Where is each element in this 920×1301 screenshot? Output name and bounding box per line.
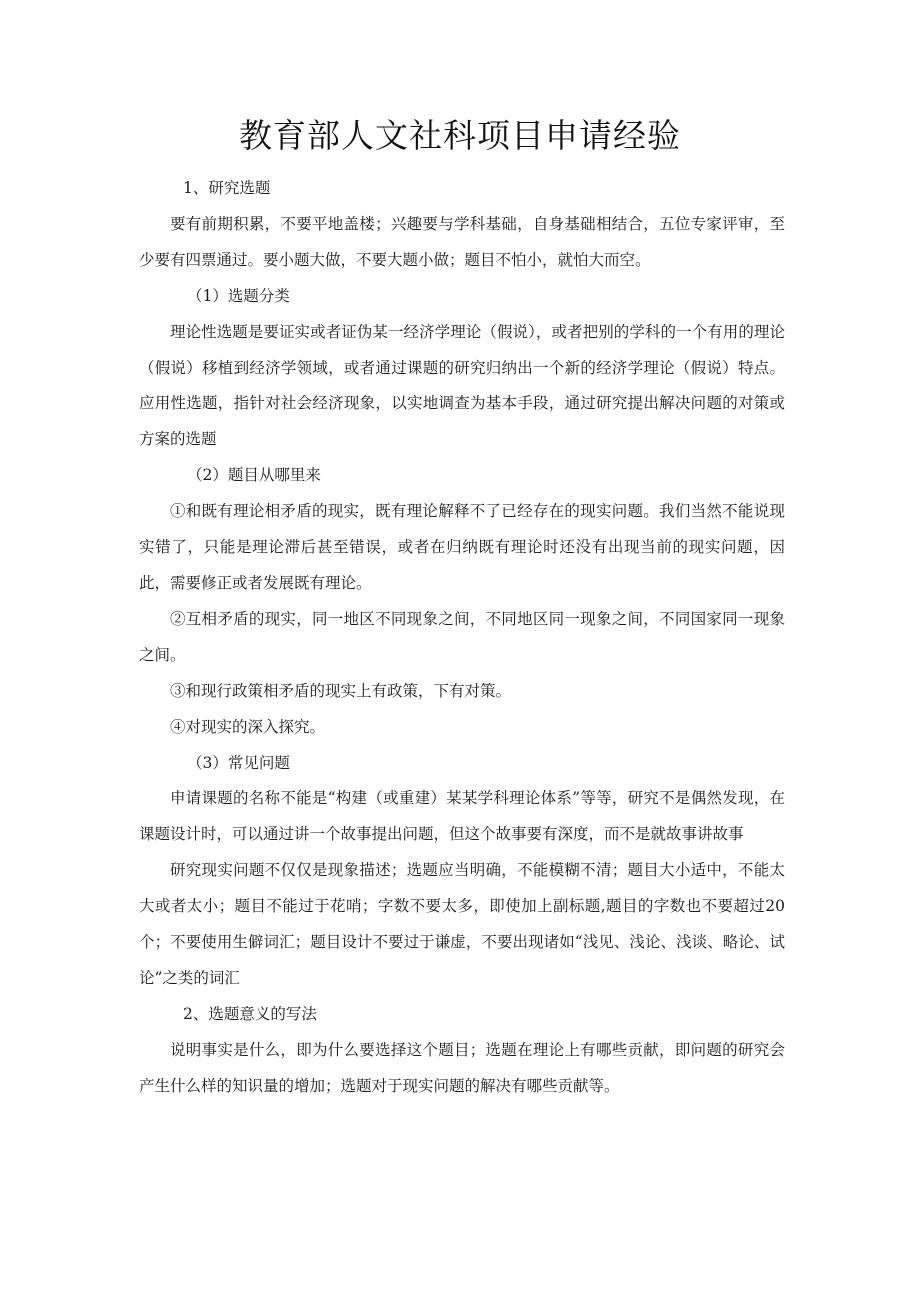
document-title: 教育部人文社科项目申请经验 [239, 116, 681, 155]
list-item-source-4: ④对现实的深入探究。 [170, 717, 326, 736]
subsection-heading-common-problems: （3）常见问题 [187, 753, 290, 772]
list-item-source-3: ③和现行政策相矛盾的现实上有政策，下有对策。 [170, 681, 512, 700]
document-body [139, 171, 785, 1105]
subsection-heading-topic-types: （1）选题分类 [187, 286, 290, 305]
section-heading-research-topic: 1、研究选题 [183, 179, 271, 197]
paragraph-topic-significance: 说明事实是什么，即为什么要选择这个题目；选题在理论上有哪些贡献，即问题的研究会产生什么样的知识量的增加；选题对于现实问题的解决有哪些贡献等。 [139, 1040, 785, 1095]
paragraph-common-problems-1: 申请课题的名称不能是“构建（或重建）某某学科理论体系”等等，研究不是偶然发现，在课题设计时，可以通过讲一个故事提出问题，但这个故事要有深度，而不是就故事讲故事 [139, 789, 785, 844]
paragraph-topic-principles: 要有前期积累，不要平地盖楼；兴趣要与学科基础，自身基础相结合，五位专家评审，至少要有四票通过。要小题大做，不要大题小做；题目不怕小，就怕大而空。 [139, 214, 785, 269]
paragraph-common-problems-2: 研究现实问题不仅仅是现象描述；选题应当明确，不能模糊不清；题目大小适中，不能太大或者太小；题目不能过于花哨；字数不要太多，即使加上副标题,题目的字数也不要超过20个；不要使用生僻词汇；题目设计不要过于谦虚，不要出现诸如“浅见、浅论、浅谈、略论、试论”之类的词汇 [139, 861, 785, 987]
section-heading-topic-significance: 2、选题意义的写法 [183, 1004, 317, 1023]
subsection-heading-topic-sources: （2）题目从哪里来 [187, 466, 321, 485]
list-item-source-1: ①和既有理论相矛盾的现实，既有理论解释不了已经存在的现实问题。我们当然不能说现实错了，只能是理论滞后甚至错误，或者在归纳既有理论时还没有出现当前的现实问题，因此，需要修正或者发展既有理论。 [139, 502, 785, 592]
paragraph-topic-types: 理论性选题是要证实或者证伪某一经济学理论（假说），或者把别的学科的一个有用的理论（假说）移植到经济学领域，或者通过课题的研究归纳出一个新的经济学理论（假说）特点。应用性选题，指针对社会经济现象，以实地调查为基本手段，通过研究提出解决问题的对策或方案的选题 [139, 322, 785, 449]
list-item-source-2: ②互相矛盾的现实，同一地区不同现象之间，不同地区同一现象之间，不同国家同一现象之间。 [139, 609, 785, 664]
